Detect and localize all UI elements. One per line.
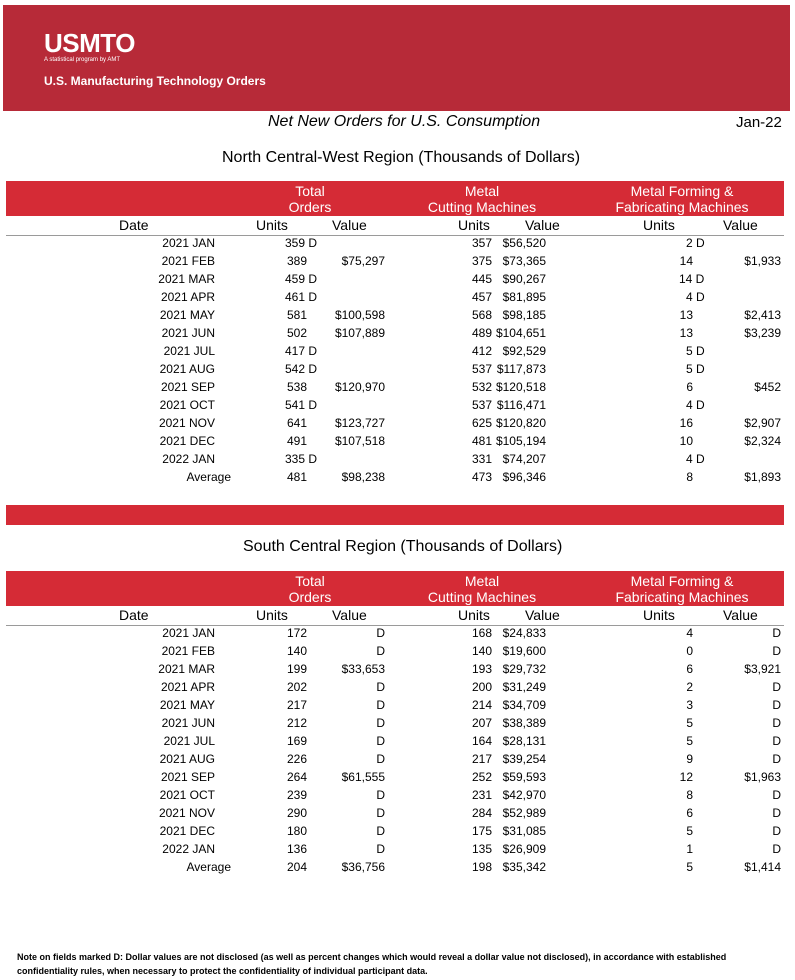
cutting-units: 331 [471,452,492,466]
cutting-units: 473 [471,470,492,484]
row-date: 2021 MAY [159,698,215,712]
group-header-metal-cutting: Metal [464,183,500,199]
usmto-logo: USMTO [44,28,135,58]
total-value: D [376,788,385,802]
forming-units: 16 [679,416,693,430]
forming-units: 12 [679,770,693,784]
cutting-units: 252 [471,770,492,784]
forming-units: 5 [686,716,693,730]
total-value: D [376,824,385,838]
forming-units: 4 D [686,290,705,304]
column-header-value: Value [332,217,367,233]
cutting-value: $120,518 [495,380,546,394]
column-header-units: Units [256,217,288,233]
cutting-value: $116,471 [496,398,546,412]
row-date: 2021 JAN [162,236,215,250]
cutting-value: $29,732 [502,662,546,676]
forming-units: 6 [686,662,693,676]
cutting-units: 489 [471,326,492,340]
cutting-units: 375 [471,254,492,268]
forming-units: 14 [679,254,693,268]
cutting-value: $98,185 [502,308,546,322]
row-date: 2021 OCT [159,398,215,412]
total-units: 581 [286,308,307,322]
total-units: 641 [286,416,307,430]
total-units: 359 D [285,236,318,250]
forming-units: 8 [686,470,693,484]
total-value: D [376,698,385,712]
cutting-units: 284 [471,806,492,820]
row-date: 2021 SEP [160,380,215,394]
row-date: 2021 MAY [159,308,215,322]
region-title: North Central-West Region (Thousands of Dollars) [222,149,581,166]
cutting-units: 231 [471,788,492,802]
row-date: 2021 MAR [158,662,215,676]
total-units: 136 [286,842,307,856]
forming-units: 13 [679,326,693,340]
total-units: 502 [286,326,307,340]
total-value: $61,555 [341,770,385,784]
total-value: $100,598 [334,308,385,322]
forming-value: D [772,788,781,802]
row-date: 2021 MAR [158,272,215,286]
column-header-value: Value [525,607,560,623]
cutting-value: $35,342 [502,860,546,874]
logo-tagline: A statistical program by AMT [44,57,121,63]
forming-units: 0 [686,644,693,658]
cutting-units: 457 [471,290,492,304]
group-header-metal-cutting: Cutting Machines [427,589,537,605]
cutting-units: 445 [471,272,492,286]
total-value: D [376,842,385,856]
cutting-units: 193 [471,662,492,676]
forming-units: 5 [686,824,693,838]
forming-units: 2 D [686,236,705,250]
forming-value: D [772,842,781,856]
footnote: Note on fields marked D: Dollar values are not disclosed (as well as percent changes which would reveal a dollar value not disclosed), in accordance with established confidentiality rules, when necessary to protect the confidentiality of individual participant data. [17,952,727,976]
total-units: 335 D [285,452,318,466]
total-value: D [376,626,385,640]
row-date: 2021 DEC [159,824,215,838]
forming-value: D [772,626,781,640]
cutting-units: 200 [471,680,492,694]
forming-units: 5 [686,860,693,874]
total-units: 169 [286,734,307,748]
cutting-units: 207 [471,716,492,730]
total-value: $107,889 [334,326,385,340]
forming-units: 8 [686,788,693,802]
group-header-metal-forming: Fabricating Machines [615,589,749,605]
cutting-value: $96,346 [502,470,546,484]
cutting-value: $81,895 [502,290,546,304]
cutting-value: $73,365 [502,254,546,268]
cutting-value: $105,194 [495,434,546,448]
cutting-units: 217 [471,752,492,766]
report-title: Net New Orders for U.S. Consumption [268,113,541,130]
forming-value: D [772,644,781,658]
total-value: D [376,752,385,766]
group-header-metal-forming: Fabricating Machines [615,199,749,215]
cutting-value: $26,909 [502,842,546,856]
forming-units: 4 [686,626,693,640]
cutting-value: $74,207 [502,452,546,466]
total-value: $36,756 [341,860,385,874]
cutting-value: $19,600 [502,644,546,658]
forming-units: 6 [686,380,693,394]
total-units: 538 [286,380,307,394]
group-header-metal-cutting: Metal [464,573,500,589]
group-header-total: Orders [288,199,332,215]
row-date: 2021 AUG [159,362,215,376]
forming-units: 5 D [686,362,705,376]
average-label: Average [186,860,231,874]
total-units: 180 [286,824,307,838]
forming-value: D [772,806,781,820]
cutting-value: $92,529 [502,344,546,358]
total-value: $107,518 [334,434,385,448]
group-header-metal-forming: Metal Forming & [630,183,734,199]
average-label: Average [186,470,231,484]
row-date: 2021 APR [160,290,215,304]
column-header-units: Units [256,607,288,623]
forming-units: 6 [686,806,693,820]
total-units: 172 [286,626,307,640]
cutting-value: $120,820 [495,416,546,430]
row-date: 2021 DEC [159,434,215,448]
cutting-value: $56,520 [502,236,546,250]
cutting-units: 175 [471,824,492,838]
total-units: 264 [286,770,307,784]
row-date: 2021 AUG [159,752,215,766]
total-units: 461 D [285,290,318,304]
row-date: 2021 NOV [158,416,215,430]
forming-value: D [772,716,781,730]
cutting-value: $104,651 [495,326,546,340]
cutting-value: $90,267 [502,272,546,286]
row-date: 2022 JAN [162,452,215,466]
report-date: Jan-22 [736,114,782,131]
forming-units: 10 [679,434,693,448]
forming-value: $1,893 [744,470,781,484]
row-date: 2021 JAN [162,626,215,640]
cutting-units: 568 [471,308,492,322]
forming-value: $2,907 [744,416,781,430]
cutting-value: $42,970 [502,788,546,802]
row-date: 2021 JUN [161,326,215,340]
region-title: South Central Region (Thousands of Dollars) [243,538,563,555]
row-date: 2021 FEB [161,644,215,658]
total-value: D [376,806,385,820]
cutting-value: $28,131 [502,734,546,748]
forming-value: $452 [754,380,781,394]
forming-units: 14 D [679,272,705,286]
cutting-value: $24,833 [502,626,546,640]
total-units: 140 [286,644,307,658]
row-date: 2021 SEP [160,770,215,784]
cutting-value: $31,249 [502,680,546,694]
forming-value: $3,921 [744,662,781,676]
total-units: 212 [286,716,307,730]
cutting-value: $34,709 [502,698,546,712]
total-units: 199 [286,662,307,676]
column-header-date: Date [119,217,149,233]
group-header-total: Total [295,573,325,589]
forming-value: $1,414 [744,860,781,874]
column-header-units: Units [458,217,490,233]
total-units: 226 [286,752,307,766]
total-units: 542 D [285,362,318,376]
cutting-units: 140 [471,644,492,658]
total-units: 290 [286,806,307,820]
total-units: 417 D [285,344,318,358]
total-value: $75,297 [341,254,385,268]
cutting-units: 481 [471,434,492,448]
total-value: $123,727 [334,416,385,430]
total-value: $120,970 [334,380,385,394]
total-value: D [376,644,385,658]
cutting-units: 135 [471,842,492,856]
cutting-units: 168 [471,626,492,640]
row-date: 2021 JUL [163,344,215,358]
total-units: 217 [286,698,307,712]
forming-value: D [772,824,781,838]
section-divider-band [6,505,784,525]
column-header-value: Value [525,217,560,233]
header-rule [6,625,784,626]
forming-value: D [772,752,781,766]
total-units: 491 [286,434,307,448]
total-value: D [376,734,385,748]
cutting-units: 164 [471,734,492,748]
header-rule [6,235,784,236]
cutting-value: $59,593 [502,770,546,784]
column-header-units: Units [643,217,675,233]
total-units: 204 [286,860,307,874]
forming-units: 3 [686,698,693,712]
column-header-units: Units [643,607,675,623]
total-units: 459 D [285,272,318,286]
cutting-units: 198 [471,860,492,874]
cutting-units: 214 [471,698,492,712]
forming-units: 4 D [686,398,705,412]
total-value: $33,653 [341,662,385,676]
forming-value: $2,324 [744,434,781,448]
row-date: 2021 APR [160,680,215,694]
cutting-units: 625 [471,416,492,430]
total-units: 239 [286,788,307,802]
column-header-date: Date [119,607,149,623]
forming-value: $3,239 [744,326,781,340]
cutting-value: $52,989 [502,806,546,820]
total-units: 541 D [285,398,318,412]
header-band [3,5,790,111]
cutting-value: $31,085 [502,824,546,838]
forming-value: $2,413 [744,308,781,322]
group-header-metal-forming: Metal Forming & [630,573,734,589]
row-date: 2021 JUN [161,716,215,730]
total-value: D [376,716,385,730]
total-value: $98,238 [341,470,385,484]
cutting-units: 357 [471,236,492,250]
cutting-units: 532 [471,380,492,394]
forming-units: 1 [686,842,693,856]
group-header-total: Total [295,183,325,199]
total-value: D [376,680,385,694]
forming-value: $1,933 [744,254,781,268]
forming-value: D [772,698,781,712]
column-header-value: Value [723,607,758,623]
group-header-total: Orders [288,589,332,605]
column-header-units: Units [458,607,490,623]
cutting-value: $38,389 [502,716,546,730]
row-date: 2022 JAN [162,842,215,856]
row-date: 2021 NOV [158,806,215,820]
total-units: 202 [286,680,307,694]
cutting-value: $117,873 [496,362,546,376]
forming-value: D [772,680,781,694]
header-subtitle: U.S. Manufacturing Technology Orders [44,74,266,88]
column-header-value: Value [723,217,758,233]
cutting-units: 412 [471,344,492,358]
row-date: 2021 JUL [163,734,215,748]
forming-units: 2 [686,680,693,694]
row-date: 2021 OCT [159,788,215,802]
forming-value: $1,963 [744,770,781,784]
row-date: 2021 FEB [161,254,215,268]
cutting-value: $39,254 [502,752,546,766]
forming-units: 5 [686,734,693,748]
total-units: 389 [286,254,307,268]
forming-units: 13 [679,308,693,322]
cutting-units: 537 [471,398,492,412]
forming-units: 4 D [686,452,705,466]
cutting-units: 537 [471,362,492,376]
group-header-metal-cutting: Cutting Machines [427,199,537,215]
forming-units: 5 D [686,344,705,358]
forming-units: 9 [686,752,693,766]
total-units: 481 [286,470,307,484]
forming-value: D [772,734,781,748]
column-header-value: Value [332,607,367,623]
